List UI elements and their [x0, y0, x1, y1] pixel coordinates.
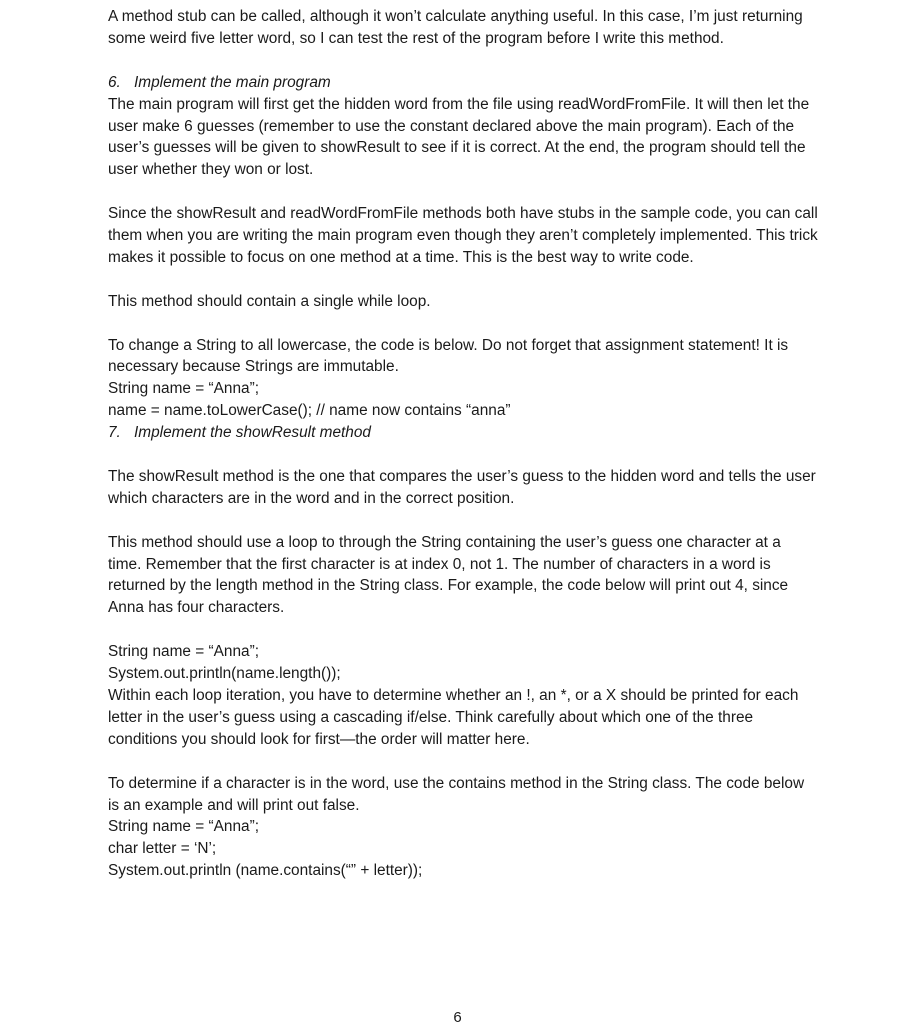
section-7-code-line-5: System.out.println (name.contains(“” + letter));: [108, 862, 423, 880]
document-body: [108, 6, 818, 882]
section-6-paragraph-3: This method should contain a single while loop.: [108, 292, 431, 310]
section-6-code-line-2: name = name.toLowerCase(); // name now contains “anna”: [108, 402, 511, 420]
intro-paragraph: A method stub can be called, although it won’t calculate anything useful. In this case, I’m just returning some weird five letter word, so I can test the rest of the program before I write this method.: [108, 8, 803, 47]
section-6-code-line-1: String name = “Anna”;: [108, 380, 259, 398]
section-6-paragraph-4: To change a String to all lowercase, the code is below. Do not forget that assignment statement! It is necessary because Strings are immutable.: [108, 336, 789, 376]
section-6-paragraph-1: The main program will first get the hidden word from the file using readWordFromFile. It will then let the user make 6 guesses (remember to use the constant declared above the main program). Each of the user’s guesses will be given to showResult to see if it is correct. At the end, the program should tell the user whether they won or lost.: [108, 95, 810, 179]
section-7-code-line-3: String name = “Anna”;: [108, 818, 259, 836]
section-7-paragraph-1: The showResult method is the one that compares the user’s guess to the hidden word and tells the user which characters are in the word and in the correct position.: [108, 467, 816, 507]
section-6-number: 6.: [108, 73, 121, 91]
page-number: 6: [453, 1009, 462, 1026]
section-7-heading: [108, 422, 818, 444]
section-6-heading: [108, 72, 818, 94]
section-6-title: Implement the main program: [134, 73, 331, 91]
section-7-paragraph-2: This method should use a loop to through the String containing the user’s guess one character at a time. Remember that the first character is at index 0, not 1. The number of characters in a word is returned by the length method in the String class. For example, the code below will print out 4, since Anna has four characters.: [108, 533, 789, 617]
section-7-paragraph-4: To determine if a character is in the word, use the contains method in the String class. The code below is an example and will print out false.: [108, 774, 805, 814]
section-7-title: Implement the showResult method: [134, 424, 371, 442]
section-7-number: 7.: [108, 424, 121, 442]
section-7-code-line-2: System.out.println(name.length());: [108, 665, 341, 683]
section-6-paragraph-2: Since the showResult and readWordFromFile methods both have stubs in the sample code, you can call them when you are writing the main program even though they aren’t completely implemented. This trick makes it possible to focus on one method at a time. This is the best way to write code.: [108, 205, 818, 266]
section-7-code-line-4: char letter = ‘N’;: [108, 840, 217, 858]
section-7-paragraph-3: Within each loop iteration, you have to determine whether an !, an *, or a X should be printed for each letter in the user’s guess using a cascading if/else. Think carefully about which one of the three conditions you should look for first—the order will matter here.: [108, 686, 799, 748]
section-7-code-line-1: String name = “Anna”;: [108, 643, 259, 661]
